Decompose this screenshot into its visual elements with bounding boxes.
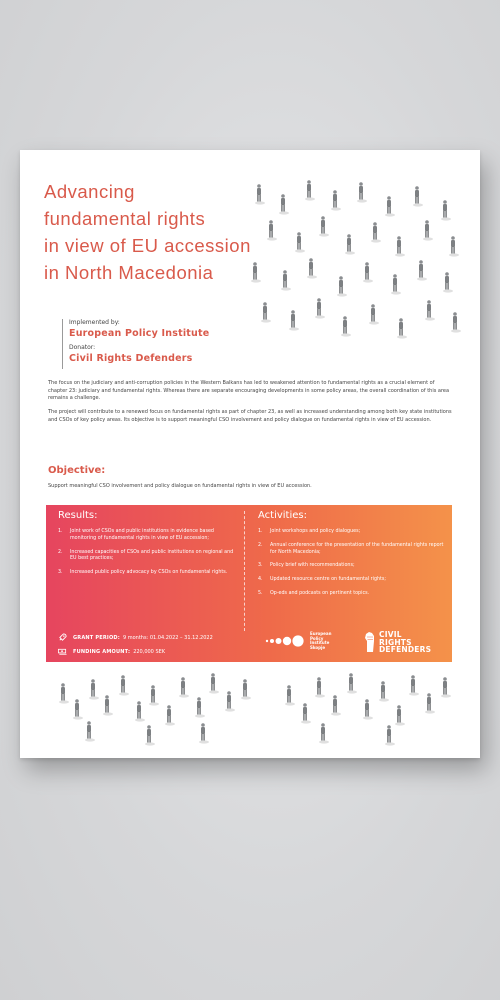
item-number: 1. bbox=[258, 529, 263, 534]
donator-value: Civil Rights Defenders bbox=[69, 353, 193, 364]
title-line: fundamental rights bbox=[44, 208, 206, 229]
list-item bbox=[58, 570, 238, 577]
item-text: Annual conference for the presentation of the fundamental rights report for North Macedonia; bbox=[270, 542, 444, 555]
item-number: 5. bbox=[258, 590, 263, 596]
project-meta bbox=[62, 319, 209, 369]
item-text: Joint workshops and policy dialogues; bbox=[270, 529, 361, 534]
list-item bbox=[258, 543, 446, 557]
epi-logo-text bbox=[310, 632, 331, 650]
crd-logo-text bbox=[379, 631, 431, 654]
item-text: Increased public policy advocacy by CSOs on fundamental rights. bbox=[70, 570, 228, 576]
flyer-title bbox=[44, 178, 251, 286]
item-text: Op-eds and podcasts on pertinent topics. bbox=[270, 590, 370, 596]
funding-label: FUNDING AMOUNT: bbox=[73, 649, 131, 655]
grant-period-label: GRANT PERIOD: bbox=[73, 634, 120, 641]
implemented-by-label: Implemented by: bbox=[69, 319, 120, 326]
item-text: Policy brief with recommendations; bbox=[270, 563, 355, 569]
list-item bbox=[258, 577, 446, 584]
crd-fist-logo bbox=[364, 631, 376, 653]
title-line: in view of EU accession bbox=[44, 235, 251, 256]
crowd-illustration-bottom bbox=[50, 665, 460, 755]
title-line: in North Macedonia bbox=[44, 262, 214, 283]
intro-paragraph: The focus on the judiciary and anti-corruption policies in the Western Balkans has led to weakened attention to fundamental rights as a crucial element of chapter 23: judiciary and fundamental rights. Whereas there are separate encouraging developments in some policy areas, the overall coordination of this area remains a challenge. bbox=[48, 380, 450, 402]
title-line: Advancing bbox=[44, 181, 135, 202]
crd-logo-word: CIVIL bbox=[379, 630, 402, 639]
activities-list bbox=[258, 529, 446, 605]
item-text: Updated resource centre on fundamental rights; bbox=[270, 577, 387, 583]
list-item bbox=[258, 591, 446, 598]
funding-row bbox=[58, 648, 165, 656]
item-number: 3. bbox=[258, 563, 263, 569]
item-number: 3. bbox=[58, 570, 63, 576]
results-heading: Results: bbox=[58, 510, 98, 521]
rocket-icon bbox=[58, 633, 67, 642]
donator-label: Donator: bbox=[69, 344, 96, 351]
item-number: 1. bbox=[58, 529, 63, 534]
objective-text: Support meaningful CSO involvement and policy dialogue on fundamental rights in view of EU accession. bbox=[48, 483, 312, 489]
list-item bbox=[58, 550, 238, 564]
item-number: 2. bbox=[258, 542, 263, 548]
grant-period-value: 9 months: 01.04.2022 – 31.12.2022 bbox=[122, 634, 213, 641]
list-item bbox=[58, 529, 238, 543]
item-text: Increased capacities of CSOs and public institutions on regional and EU best practices; bbox=[70, 549, 234, 562]
epi-logo-word: Institute bbox=[310, 640, 330, 646]
item-text: Joint work of CSOs and public institutions in evidence based monitoring of fundamental rights in view of EU accession; bbox=[70, 529, 214, 541]
implemented-by-value: European Policy Institute bbox=[69, 328, 210, 339]
crd-logo-word: DEFENDERS bbox=[379, 645, 432, 654]
epi-logo-word: Skopje bbox=[310, 644, 326, 650]
grant-period-row bbox=[58, 633, 213, 642]
epi-logo-word: European bbox=[310, 631, 332, 636]
activities-heading: Activities: bbox=[258, 510, 307, 521]
epi-dots-logo bbox=[264, 634, 306, 648]
item-number: 2. bbox=[58, 549, 63, 555]
crd-logo-word: RIGHTS bbox=[379, 637, 412, 647]
list-item bbox=[258, 529, 446, 536]
list-item bbox=[258, 563, 446, 570]
funding-value: 220,000 SEK bbox=[133, 649, 166, 655]
european-policy-institute-logo bbox=[264, 632, 331, 650]
column-divider bbox=[244, 511, 245, 631]
objective-heading: Objective: bbox=[48, 465, 106, 476]
epi-logo-word: Policy bbox=[310, 635, 324, 641]
results-list bbox=[58, 529, 238, 584]
money-stack-icon bbox=[58, 648, 67, 656]
project-paragraph: The project will contribute to a renewed focus on fundamental rights as part of chapter 23, as well as increased understanding among both key state institutions and CSOs of key policy areas. Its objective is to support meaningful CSO involvement and policy dialogue on fundamental rights in view of EU accession. bbox=[48, 409, 452, 423]
crowd-illustration-top bbox=[246, 176, 472, 356]
flyer-page bbox=[20, 150, 480, 758]
item-number: 4. bbox=[258, 577, 263, 583]
civil-rights-defenders-logo bbox=[364, 631, 431, 654]
results-activities-panel bbox=[46, 505, 452, 662]
